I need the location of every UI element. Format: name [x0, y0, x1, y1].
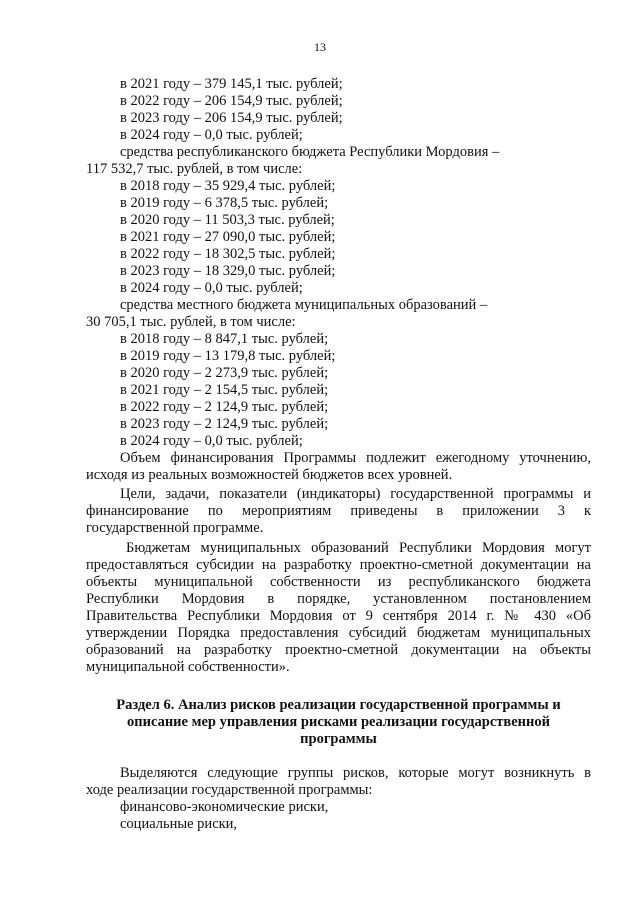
- risk-item: финансово-экономические риски,: [120, 799, 329, 815]
- funding-line: в 2021 году – 379 145,1 тыс. рублей;: [120, 76, 343, 92]
- funding-line: в 2019 году – 6 378,5 тыс. рублей;: [120, 195, 329, 211]
- funding-line: в 2023 году – 206 154,9 тыс. рублей;: [120, 110, 343, 126]
- paragraph-line: Республики Мордовия в порядке, установленном постановлением: [86, 591, 591, 607]
- paragraph-line: объекты муниципальной собственности из республиканского бюджета: [86, 574, 591, 590]
- paragraph-line: исходя из реальных возможностей бюджетов всех уровней.: [86, 467, 453, 483]
- funding-line: в 2022 году – 18 302,5 тыс. рублей;: [120, 246, 336, 262]
- funding-source-line: средства республиканского бюджета Республики Мордовия –: [120, 144, 500, 160]
- paragraph-line: Цели, задачи, показатели (индикаторы) государственной программы и: [120, 486, 591, 502]
- funding-line: в 2020 году – 2 273,9 тыс. рублей;: [120, 365, 329, 381]
- funding-line: в 2022 году – 206 154,9 тыс. рублей;: [120, 93, 343, 109]
- funding-line: в 2021 году – 2 154,5 тыс. рублей;: [120, 382, 329, 398]
- paragraph-line: образований на разработку проектно-сметной документации на объекты: [86, 642, 591, 658]
- funding-line: в 2023 году – 2 124,9 тыс. рублей;: [120, 416, 329, 432]
- paragraph-line: утверждении Порядка предоставления субсидий бюджетам муниципальных: [86, 625, 591, 641]
- page-number: 13: [314, 40, 326, 54]
- paragraph-line: предоставляться субсидии на разработку проектно-сметной документации на: [86, 557, 591, 573]
- section-heading-line: описание мер управления рисками реализации государственной: [127, 714, 550, 730]
- paragraph-line: ходе реализации государственной программы:: [86, 782, 373, 798]
- paragraph-line: Объем финансирования Программы подлежит ежегодному уточнению,: [120, 450, 591, 466]
- paragraph-line: Правительства Республики Мордовия от 9 сентября 2014 г. № 430 «Об: [86, 608, 591, 624]
- funding-line: в 2024 году – 0,0 тыс. рублей;: [120, 280, 303, 296]
- funding-line: в 2024 году – 0,0 тыс. рублей;: [120, 127, 303, 143]
- paragraph-line: государственной программе.: [86, 520, 264, 536]
- funding-line: в 2020 году – 11 503,3 тыс. рублей;: [120, 212, 335, 228]
- paragraph-line: финансирование по мероприятиям приведены в приложении 3 к: [86, 503, 591, 519]
- funding-total-line: 30 705,1 тыс. рублей, в том числе:: [86, 314, 296, 330]
- paragraph-line: муниципальной собственности».: [86, 659, 290, 675]
- funding-line: в 2018 году – 35 929,4 тыс. рублей;: [120, 178, 336, 194]
- funding-line: в 2023 году – 18 329,0 тыс. рублей;: [120, 263, 336, 279]
- funding-line: в 2022 году – 2 124,9 тыс. рублей;: [120, 399, 329, 415]
- section-heading-line: Раздел 6. Анализ рисков реализации государственной программы и: [116, 697, 561, 713]
- funding-source-line: средства местного бюджета муниципальных образований –: [120, 297, 488, 313]
- risk-item: социальные риски,: [120, 816, 238, 832]
- funding-line: в 2018 году – 8 847,1 тыс. рублей;: [120, 331, 329, 347]
- paragraph-line: Выделяются следующие группы рисков, которые могут возникнуть в: [120, 765, 591, 781]
- funding-line: в 2019 году – 13 179,8 тыс. рублей;: [120, 348, 336, 364]
- funding-line: в 2021 году – 27 090,0 тыс. рублей;: [120, 229, 336, 245]
- funding-line: в 2024 году – 0,0 тыс. рублей;: [120, 433, 303, 449]
- funding-total-line: 117 532,7 тыс. рублей, в том числе:: [86, 161, 303, 177]
- section-heading-line: программы: [300, 731, 377, 747]
- paragraph-line: Бюджетам муниципальных образований Республики Мордовия могут: [126, 540, 591, 556]
